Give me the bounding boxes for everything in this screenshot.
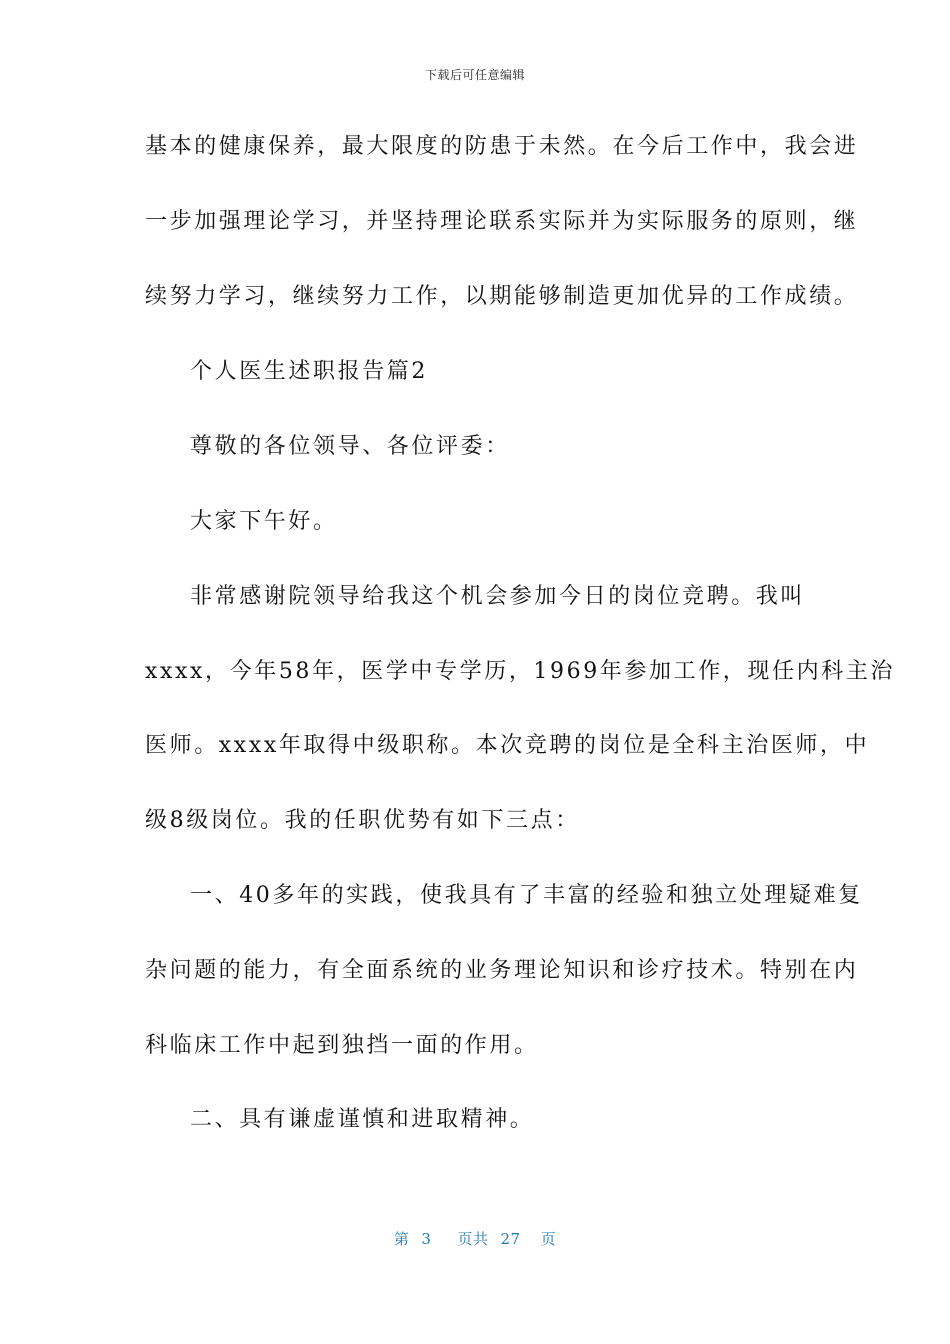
body-line: 杂问题的能力，有全面系统的业务理论知识和诊疗技术。特别在内	[145, 958, 859, 983]
body-line: 续努力学习，继续努力工作，以期能够制造更加优异的工作成绩。	[145, 284, 859, 309]
body-line: 非常感谢院领导给我这个机会参加今日的岗位竞聘。我叫	[190, 584, 806, 609]
header-note: 下载后可任意编辑	[424, 68, 525, 82]
page-suffix: 页	[540, 1230, 557, 1248]
salutation: 尊敬的各位领导、各位评委：	[190, 434, 510, 459]
body-line: 科临床工作中起到独挡一面的作用。	[145, 1033, 539, 1058]
body-line: xxxx，今年58年，医学中专学历，1969年参加工作，现任内科主治	[145, 659, 896, 684]
page-prefix: 第	[393, 1230, 410, 1248]
section-heading: 个人医生述职报告篇2	[190, 359, 428, 384]
body-line: 医师。xxxx年取得中级职称。本次竞聘的岗位是全科主治医师，中	[145, 733, 870, 758]
body-line: 二、具有谦虚谨慎和进取精神。	[190, 1107, 535, 1132]
page-footer	[0, 1228, 950, 1249]
total-pages: 27	[500, 1230, 521, 1248]
page-middle: 页共	[457, 1230, 489, 1248]
body-line: 一、40多年的实践，使我具有了丰富的经验和独立处理疑难复	[190, 883, 863, 908]
page-number: 3	[421, 1230, 432, 1248]
body-line: 一步加强理论学习，并坚持理论联系实际并为实际服务的原则，继	[145, 209, 859, 234]
greeting: 大家下午好。	[190, 509, 338, 534]
body-line: 级8级岗位。我的任职优势有如下三点：	[145, 808, 580, 833]
body-line: 基本的健康保养，最大限度的防患于未然。在今后工作中，我会进	[145, 134, 859, 159]
